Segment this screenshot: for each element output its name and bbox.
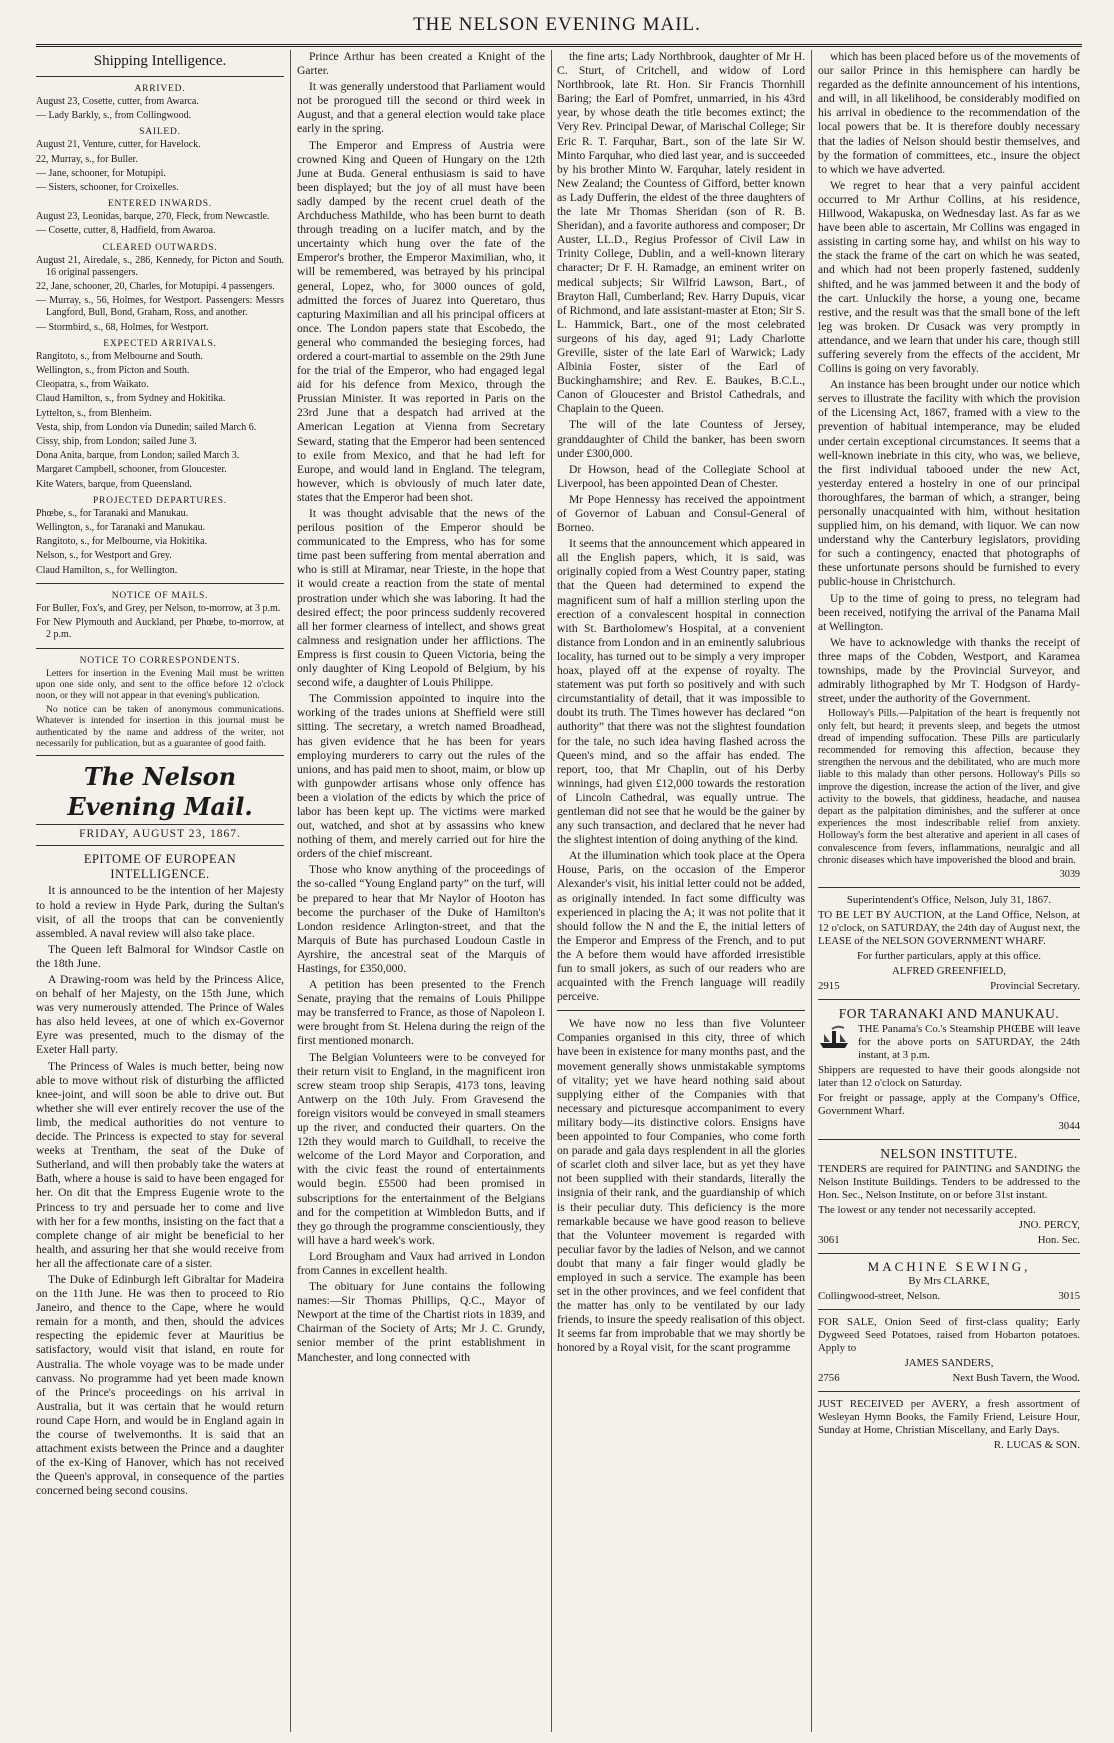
advert-number: 3015	[1058, 1290, 1080, 1303]
divider	[818, 1139, 1080, 1140]
article-paragraph: It seems that the announcement which appeared in all the English papers, which, it is said, was originally copied from a West Country paper, stating that the Queen had determined to expend the magnificent sum of half a million sterling upon the erection of a convalescent hospital in connection with St. Bartholomew's Hospital, at a convenient distance from London and in an eminently salubrious locality, has turned out to be simply a very improper hoax, played off at the expense of royalty. The statement was put forth so positively and with such circumstantiality of detail, that it was impossible to doubt its truth. The Times however has declared “on authority” that there was not the slightest foundation for the tale, no such idea having flashed across the Queen's mind, and so the affair has ended. The report, too, that Mr Chaplin, out of his Derby winnings, had given £12,000 towards the restoration of Lincoln Cathedral, was equally untrue. The gentleman did not see that he would be the gainer by any such transaction, and declared that he never had the slightest intention of doing anything of the kind.	[557, 537, 805, 847]
advert-role: Provincial Secretary.	[990, 980, 1080, 993]
article-paragraph: the fine arts; Lady Northbrook, daughter of Mr H. C. Sturt, of Critchell, and widow of Lord Northbrook, late Rt. Hon. Sir Francis Thornhill Baring; the Earl of Pomfret, unmarried, in his 43rd year, by whose death the title becomes extinct; the Very Rev. Principal Dewar, of Marischal College; Sir Eric R. T. Farquhar, Bart., son of the late Sir W. Minto Farquhar, who died last year, and is succeeded by his brother Minto W. Farquhar, lately resident in New Zealand; the Countess of Gifford, better known as Lady Dufferin, the eldest of the three daughters of the late Mr Thomas Sheridan (son of R. B. Sheridan), and a favorite authoress and composer; Dr Auster, LL.D., Regius Professor of Civil Law in Trinity College, Dublin, and a well-known literary character; Dr F. H. Ramadge, an eminent writer on medical subjects; Sir Wilfrid Lawson, Bart., of Brayton Hall, Cumberland; Rev. Harry Dupuis, vicar of Richmond, and late assistant-master at Eton; Sir S. L. Hammick, Bart., one of the most celebrated surgeons of his day, aged 91; Lady Charlotte Greville, sister of the late Earl of Warwick; Lady Albinia Foster, sister of the Earl of Buckinghamshire; and Rev. E. Baukes, B.C.L., Canon of Gloucester and Bristol Cathedrals, and Chaplain to the Queen.	[557, 50, 805, 416]
advert-number: 2756	[818, 1372, 840, 1385]
column-divider	[811, 50, 812, 1732]
wharf-lease-advert	[818, 894, 1080, 993]
institute-advert	[818, 1146, 1080, 1247]
mails-heading: NOTICE OF MAILS.	[111, 590, 209, 601]
expected-heading: EXPECTED ARRIVALS.	[103, 338, 217, 349]
article-paragraph: The Commission appointed to inquire into the working of the trades unions at Sheffield were still sitting. The secretary, a wretch named Broadhead, has given evidence that he has been for years employing murderers to carry out the rules of the unions, and has paid men to shoot, maim, or blow up with gunpowder artisans whose only offence has been a violation of the edicts by which the price of labor has been kept up. The victims were marked out, watched, and shot at by assassins who knew nothing of them, and merely carried out for hire the orders of the chief miscreant.	[297, 692, 545, 861]
shipping-entry: Claud Hamilton, s., for Wellington.	[36, 564, 178, 576]
advert-heading: FOR TARANAKI AND MANUKAU.	[838, 1006, 1060, 1022]
article-paragraph: The will of the late Countess of Jersey, granddaughter of Child the banker, has been sworn under £300,000.	[557, 418, 805, 460]
projected-heading: PROJECTED DEPARTURES.	[92, 495, 228, 506]
shipping-entry: — Stormbird, s., 68, Holmes, for Westport.	[36, 321, 209, 333]
shipping-entry: Margaret Campbell, schooner, from Gloucester.	[36, 464, 227, 476]
advert-office: Superintendent's Office, Nelson, July 31, 1867.	[846, 894, 1052, 907]
column-4	[818, 50, 1080, 1732]
advert-text: Shippers are requested to have their goods alongside not later than 12 o'clock on Saturday.	[818, 1064, 1080, 1090]
mail-entry: For New Plymouth and Auckland, per Phœbe, to-morrow, at 2 p.m.	[36, 617, 284, 641]
article-paragraph: Up to the time of going to press, no telegram had been received, notifying the arrival of the Panama Mail at Wellington.	[818, 591, 1080, 633]
article-paragraph: It is announced to be the intention of her Majesty to hold a review in Hyde Park, during the Sultan's visit, of all the troops that can be conveniently assembled. A naval review will also take place.	[36, 884, 284, 940]
advert-signature: R. LUCAS & SON.	[993, 1439, 1080, 1452]
advert-signature: JAMES SANDERS,	[904, 1357, 994, 1370]
notice-text: No notice can be taken of anonymous communications. Whatever is intended for insertion in this journal must be authenticated by the name and address of the writer, not necessarily for publication, but as a guarantee of good faith.	[36, 703, 284, 749]
shipping-entry: Wellington, s., from Picton and South.	[36, 365, 190, 377]
shipping-entry: Lyttelton, s., from Blenheim.	[36, 407, 152, 419]
shipping-entry: Rangitoto, s., for Melbourne, via Hokitika.	[36, 536, 208, 548]
article-paragraph: An instance has been brought under our notice which serves to illustrate the facility with which the provision of the Licensing Act, 1867, framed with a view to the prevention of habitual intemperance, may be eluded under certain exceptional circumstances. It seems that a well-known inebriate in this city, who was, we believe, the first individual tabooed under the new Act, yesterday entered a hostelry in one of our principal thoroughfares, the barman of which, a stranger, being personally unacquainted with him, without hesitation supplied him, on his demand, with liquor. We can now understand why the Canterbury legislators, providing for such a contingency, enacted that photographs of these unfortunate persons should be furnished to every public-house in Christchurch.	[818, 378, 1080, 589]
divider	[557, 1010, 805, 1011]
epitome-heading: EPITOME OF EUROPEAN INTELLIGENCE.	[83, 852, 237, 882]
divider	[818, 1391, 1080, 1392]
article-paragraph: A Drawing-room was held by the Princess Alice, on behalf of her Majesty, on the 15th June, which was very numerously attended. The Prince of Wales has also held levees, at one of which ex-Governor Eyre was presented, much to the dismay of the Exeter Hall party.	[36, 973, 284, 1057]
column-divider	[551, 50, 552, 1732]
shipping-entry: Phœbe, s., for Taranaki and Manukau.	[36, 507, 189, 519]
article-paragraph: Prince Arthur has been created a Knight of the Garter.	[297, 50, 545, 78]
shipping-entry: Cissy, ship, from London; sailed June 3.	[36, 436, 197, 448]
advert-text: TO BE LET BY AUCTION, at the Land Office, Nelson, at 12 o'clock, on SATURDAY, the 24th day of August next, the LEASE of the NELSON GOVERNMENT WHARF.	[818, 909, 1080, 948]
advert-signature: ALFRED GREENFIELD,	[892, 965, 1006, 978]
article-paragraph: A petition has been presented to the French Senate, praying that the remains of Louis Philippe may be transferred to France, as those of Napoleon I. were brought from St. Helena during the reign of the first mentioned monarch.	[297, 978, 545, 1048]
masthead-rule	[36, 44, 1082, 47]
column-3	[557, 50, 805, 1732]
shipping-title: Shipping Intelligence.	[93, 53, 227, 69]
shipping-entry: — Lady Barkly, s., from Collingwood.	[36, 110, 192, 122]
shipping-entry: Dona Anita, barque, from London; sailed March 3.	[36, 450, 240, 462]
article-paragraph: We have to acknowledge with thanks the receipt of three maps of the Cobden, Westport, and Karamea townships, made by the Provincial Surveyor, and admirably lithographed by Mr T. Hodgson of Hardy-street, under the authority of the Government.	[818, 635, 1080, 706]
advert-footer	[818, 1234, 1080, 1247]
article-paragraph: The Princess of Wales is much better, being now able to move without risk of disturbing the afflicted knee-joint, and will soon be able to drive out. But whether she will ever entirely recover the use of the limb, the medical authorities do not venture to decide. The Princess is expected to stay for several weeks at Trentham, the seat of the Duke of Sutherland, and will then probably take the waters at Bath, where a house is said to have been engaged for her. On dit that the Empress Eugenie wrote to the Princess to try and persuade her to come and live with her for a few months, insisting on the fact that a complete change of air might be beneficial to her health, and assuring her that she would receive from her all the affectionate care of a sister.	[36, 1059, 284, 1270]
advert-footer	[818, 1372, 1080, 1385]
shipping-entry: Rangitoto, s., from Melbourne and South.	[36, 350, 203, 362]
shipping-entry: August 21, Venture, cutter, for Havelock.	[36, 139, 201, 151]
shipping-entry: Wellington, s., for Taranaki and Manukau.	[36, 522, 206, 534]
article-paragraph: which has been placed before us of the movements of our sailor Prince in this hemisphere can hardly be regarded as the definite announcement of his intentions, and will, in all likelihood, be considerably modified on his arrival in obedience to the recommendation of the local powers that be. It is therefore doubly necessary that the ladies of Nelson should bestir themselves, and by the formation of committees, etc., insure the object to which we have adverted.	[818, 50, 1080, 176]
column-2	[297, 50, 545, 1732]
advert-heading: NELSON INSTITUTE.	[880, 1146, 1018, 1162]
shipping-entry: 22, Murray, s., for Buller.	[36, 153, 138, 165]
shipping-entry: Vesta, ship, from London via Dunedin; sailed March 6.	[36, 421, 257, 433]
shipping-entry: August 23, Cosette, cutter, from Awarca.	[36, 96, 199, 107]
article-paragraph: It was generally understood that Parliament would not be prorogued till the second or third week in August, and that a general election would take place early in the spring.	[297, 80, 545, 136]
divider	[818, 999, 1080, 1000]
advert-footer	[818, 1290, 1080, 1303]
divider	[36, 824, 284, 825]
shipping-entry: Cleopatra, s., from Waikato.	[36, 379, 149, 391]
article-paragraph: The Belgian Volunteers were to be conveyed for their return visit to England, in the magnificent iron screw steam troop ship Serapis, 4173 tons, leaving Antwerp on the 10th July. From Gravesend the foreign visitors would be conveyed in small steamers up the river, and conducted their quarters. On the 12th they would march to Guildhall, to receive the welcome of the Lord Mayor and Corporation, and with the civic feast the round of entertainments would begin. £5500 had been promised in subscriptions for the entertainment of the Belgians and for the competition at Wimbledon Butts, and if they go through the programme conscientiously, they will have a hard week's work.	[297, 1050, 545, 1247]
divider	[818, 1253, 1080, 1254]
issue-date: FRIDAY, AUGUST 23, 1867.	[79, 828, 241, 841]
advert-text: Next Bush Tavern, the Wood.	[952, 1372, 1080, 1385]
advert-text: The lowest or any tender not necessarily accepted.	[818, 1204, 1036, 1217]
mail-entry: For Buller, Fox's, and Grey, per Nelson, to-morrow, at 3 p.m.	[36, 602, 281, 614]
shipping-section	[36, 83, 284, 667]
divider	[818, 887, 1080, 888]
correspondents-notice	[36, 668, 284, 750]
divider	[818, 1309, 1080, 1310]
paper-title: The Nelson Evening Mail.	[67, 762, 253, 822]
shipping-entry: — Cosette, cutter, 8, Hadfield, from Awaroa.	[36, 225, 216, 237]
article-paragraph: At the illumination which took place at the Opera House, Paris, on the occasion of the Emperor Alexander's visit, his initial letter could not be added, as originally intended. In fact some difficulty was experienced in placing the A; it was not polite that it should follow the N and the E, the initial letters of the Emperor and Empress of the French, and to put the A before them would have afforded irresistible fun to small jokers, as such of our readers who are acquainted with the French language will readily perceive.	[557, 849, 805, 1004]
column-1	[36, 50, 284, 1732]
correspondents-heading: NOTICE TO CORRESPONDENTS.	[79, 655, 241, 666]
shipping-entry: Kite Waters, barque, from Queensland.	[36, 478, 192, 490]
advert-text: By Mrs CLARKE,	[908, 1275, 990, 1288]
advert-text: JUST RECEIVED per AVERY, a fresh assortment of Wesleyan Hymn Books, the Family Friend, Leisure Hour, Sunday at Home, Christian Miscellany, and Early Days.	[818, 1398, 1080, 1437]
article-paragraph: Mr Pope Hennessy has received the appointment of Governor of Labuan and Consul-General of Borneo.	[557, 492, 805, 535]
column-divider	[290, 50, 291, 1732]
shipping-entry: August 23, Leonidas, barque, 270, Fleck, from Newcastle.	[36, 211, 270, 223]
advert-footer	[818, 980, 1080, 993]
article-paragraph: The obituary for June contains the following names:—Sir Thomas Phillips, Q.C., Mayor of Newport at the time of the Chartist riots in 1839, and Chairman of the Society of Arts; Mr J. C. Grundy, senior member of the print establishment in Manchester, and long connected with	[297, 1280, 545, 1364]
divider	[36, 76, 284, 77]
article-paragraph: The Queen left Balmoral for Windsor Castle on the 18th June.	[36, 942, 284, 970]
advert-text: Collingwood-street, Nelson.	[818, 1290, 941, 1303]
notice-text: Letters for insertion in the Evening Mail must be written upon one side only, and sent to the office before 12 o'clock noon, or they will not appear in that evening's publication.	[36, 667, 284, 702]
masthead: THE NELSON EVENING MAIL.	[413, 14, 701, 35]
shipping-entry: — Murray, s., 56, Holmes, for Westport. Passengers: Messrs Langford, Bull, Bond, Graham, Ross, and another.	[36, 295, 284, 319]
advert-role: Hon. Sec.	[1037, 1234, 1080, 1247]
advert-number: 2915	[818, 980, 840, 993]
article-paragraph: We have now no less than five Volunteer Companies organised in this city, three of which have been in existence for many months past, and the movement generally shows unmistakable symptoms of vitality; yet we have heard nothing said about supplying either of the Companies with that necessary and picturesque accompaniment to every military body—its distinctive colors. Ensigns have been appointed to four Companies, who come forth on parade and gala days resplendent in all the glories of scarlet cloth and silver lace, but as yet they have not been supplied with their standards, literally the insignia of their rank, and the guardianship of which is their peculiar duty. This deficiency is the more remarkable because we have good reason to believe that the Volunteer movement is regarded with peculiar favor by the ladies of Nelson, and we cannot doubt that many a fair finger would gladly be employed in such a service. The example has been set in the other provinces, and we feel confident that the matter has only to be ventilated by our lady friends, to insure the speedy realisation of this object. It seems far from improbable that we may shortly be honored by a Royal visit, for the scant programme	[557, 1017, 805, 1355]
books-advert	[818, 1398, 1080, 1452]
article-paragraph: We regret to hear that a very painful accident occurred to Mr Arthur Collins, at his residence, Hillwood, Wakapuska, on Wednesday last. As far as we have been able to ascertain, Mr Collins was engaged in assisting in carting some hay, and whilst on his way to the stack the frame of the cart on which he was seated, and which had not been properly fastened, suddenly shifted, and he was jammed between it and the body of the cart. Unluckily the horse, a young one, became restive, and the result was that the small bone of the left leg was broken. Dr Cusack was very promptly in attendance, and we learn that under his care, though still suffering severely from the effects of the accident, Mr Collins is going on very favorably.	[818, 178, 1080, 376]
arrived-heading: ARRIVED.	[134, 84, 186, 94]
advert-text: THE Panama's Co.'s Steamship PHŒBE will leave for the above ports on SATURDAY, the 24th instant, at 3 p.m.	[858, 1023, 1080, 1062]
article-paragraph: The Emperor and Empress of Austria were crowned King and Queen of Hungary on the 12th June at Buda. General enthusiasm is said to have been displayed; but the joy of all must have been sadly damped by the recent cruel death of the Archduchess Mathilde, who has been burnt to death through treading on a lucifer match, and by the uncertainty which hung over the fate of the Emperor's brother, the Emperor Maximilian, who, it will be remembered, was betrayed by his principal general, Lopez, who, for 3000 ounces of gold, admitted the forces of Juarez into Queretaro, thus capturing Maximilian and all his principal officers at once. The London papers state that Escobedo, the general who commanded the besieging forces, had ordered a court-martial to assemble on the 29th June for the trial of the Emperor, who had engaged legal aid for his defence from Mexico, through the Prussian Minister. It was reported in Paris on the 23rd June that a despatch had arrived at the American Legation at Vienna from Secretary Seward, stating that the Emperor had been sentenced to exile from Mexico, and that he had left for Europe, and would land in England. The telegram, however, which is obviously of much later date, states that the Emperor had been shot.	[297, 138, 545, 504]
holloway-advert	[818, 708, 1080, 881]
shipping-entry: August 21, Airedale, s., 286, Kennedy, for Picton and South. 16 original passengers.	[36, 254, 284, 278]
divider	[36, 648, 284, 649]
steamship-icon	[818, 1025, 852, 1051]
shipping-entry: 22, Jane, schooner, 20, Charles, for Motupipi. 4 passengers.	[36, 281, 275, 293]
divider	[36, 583, 284, 584]
shipping-entry: Nelson, s., for Westport and Grey.	[36, 550, 172, 562]
advert-text: TENDERS are required for PAINTING and SANDING the Nelson Institute Buildings. Tenders to be addressed to the Hon. Sec., Nelson Institute, on or before 31st instant.	[818, 1163, 1080, 1202]
seed-advert	[818, 1316, 1080, 1385]
article-paragraph: Dr Howson, head of the Collegiate School at Liverpool, has been appointed Dean of Chester.	[557, 462, 805, 490]
entered-heading: ENTERED INWARDS.	[107, 199, 213, 210]
article-paragraph: It was thought advisable that the news of the perilous position of the Emperor should be communicated to the Empress, who has for some time past been suffering from mental aberration and who is still at Miramar, near Trieste, in the hope that it would create a reaction from the state of mental prostration under which she was laboring. It had the desired effect; the poor princess suddenly recovered all her former clearness of intellect, and shows great calmness and resignation under her afflictions. The Empress is first cousin to Queen Victoria, being the only daughter of King Leopold of Belgium, by his second wife, a daughter of Louis Philippe.	[297, 507, 545, 690]
advert-signature: JNO. PERCY,	[1018, 1219, 1080, 1232]
advert-text: For further particulars, apply at this office.	[857, 950, 1041, 963]
sewing-advert	[818, 1260, 1080, 1303]
divider	[36, 755, 284, 756]
article-paragraph: The Duke of Edinburgh left Gibraltar for Madeira on the 11th June. He was then to proceed to Rio Janeiro, and thence to the Cape, where he would remain for a month, and then, should the advices respecting the epidemic fever at Mauritius be satisfactory, would visit that island, en route for Australia. The whole voyage was to be made under canvass. No programme had yet been made known of the Prince's proceedings on his arrival in Australia, but it was certain that he would return round Cape Horn, and would be in England again in the course of twelvemonths. It is said that an attachment exists between the Prince and a daughter of the ex-King of Hanover, which has not received the Queen's approval, in consequence of the parties concerned being second cousins.	[36, 1272, 284, 1498]
cleared-heading: CLEARED OUTWARDS.	[102, 242, 218, 253]
advert-number: 3044	[1058, 1120, 1080, 1133]
shipping-entry: — Sisters, schooner, for Croixelles.	[36, 182, 179, 194]
steamship-advert	[818, 1006, 1080, 1133]
shipping-entry: — Jane, schooner, for Motupipi.	[36, 167, 166, 179]
advert-text: Holloway's Pills.—Palpitation of the heart is frequently not only felt, but heard; it prevents sleep, and begets the utmost dread of impending suffocation. These Pills are particularly recommended for removing this affection, because they strengthen the nervous and the debilitated, who are much more liable to this malady than other persons. Holloway's Pills so improve the digestion, increase the action of the liver, and give activity to the bowels, that giddiness, headache, and nausea depart as the palpitation diminishes, and the sufferer at once experiences the most indescribable relief from anxiety. Holloway's form the best alterative and aperient in all cases of convalescence from fevers, inflammations, neuralgic and all chronic diseases which have impoverished the blood and brain.	[818, 708, 1080, 866]
divider	[36, 845, 284, 846]
advert-number: 3039	[1059, 868, 1080, 880]
advert-number: 3061	[818, 1234, 840, 1247]
advert-text: For freight or passage, apply at the Company's Office, Government Wharf.	[818, 1092, 1080, 1118]
advert-text: FOR SALE, Onion Seed of first-class quality; Early Dygweed Seed Potatoes, raised from Hobarton potatoes. Apply to	[818, 1316, 1080, 1355]
shipping-entry: Claud Hamilton, s., from Sydney and Hokitika.	[36, 393, 226, 405]
article-paragraph: Lord Brougham and Vaux had arrived in London from Cannes in excellent health.	[297, 1249, 545, 1277]
advert-heading: MACHINE SEWING,	[867, 1259, 1031, 1275]
article-paragraph: Those who know anything of the proceedings of the so-called “Young England party” on the turf, will be prepared to hear that Mr Naylor of Hooton has become the purchaser of the Duke of Hamilton's London residence Arlington-street, and that the Marquis of Bute has purchased Loudoun Castle in Ayrshire, the ancestral seat of the Marquis of Hastings, for £350,000.	[297, 863, 545, 975]
sailed-heading: SAILED.	[139, 127, 181, 138]
